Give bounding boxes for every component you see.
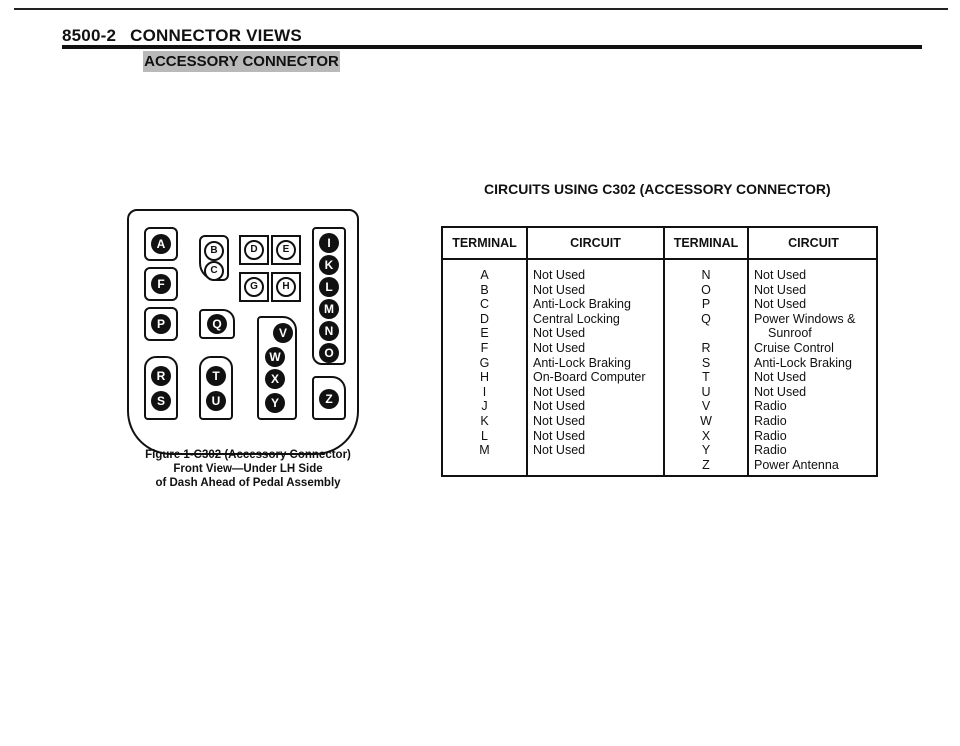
connector-outline <box>127 209 359 455</box>
pin-s: S <box>151 391 171 411</box>
pin-n: N <box>319 321 339 341</box>
pin-k: K <box>319 255 339 275</box>
page-title: CONNECTOR VIEWS <box>130 26 302 45</box>
col-divider-1 <box>526 228 528 475</box>
col-divider-3 <box>747 228 749 475</box>
table-title: CIRCUITS USING C302 (ACCESSORY CONNECTOR) <box>484 181 831 197</box>
pin-d: D <box>244 240 264 260</box>
right-terminals: N O P Q R S T U V W X Y Z <box>700 268 712 472</box>
pin-g: G <box>244 277 264 297</box>
figure-caption: Figure 1-C302 (Accessory Connector) Front View—Under LH Side of Dash Ahead of Pedal Assembly <box>145 449 351 489</box>
header-rule <box>62 45 922 49</box>
pin-c: C <box>204 261 224 281</box>
header-circuit-right: CIRCUIT <box>788 236 839 250</box>
header-circuit-left: CIRCUIT <box>570 236 621 250</box>
pin-f: F <box>151 274 171 294</box>
header-divider <box>443 258 876 260</box>
pin-p: P <box>151 314 171 334</box>
pin-o: O <box>319 343 339 363</box>
section-tab: ACCESSORY CONNECTOR <box>144 53 339 70</box>
pin-e: E <box>276 240 296 260</box>
pin-v: V <box>273 323 293 343</box>
pin-x: X <box>265 369 285 389</box>
pin-w: W <box>265 347 285 367</box>
right-circuits: Not Used Not Used Not Used Power Windows & Sunroof Cruise Control Anti-Lock Braking Not Used Not Used Radio Radio Radio Radio Power Antenna <box>754 268 856 472</box>
left-circuits: Not Used Not Used Anti-Lock Braking Central Locking Not Used Not Used Anti-Lock Braking On-Board Computer Not Used Not Used Not Used Not Used Not Used <box>533 268 646 458</box>
header-terminal-right: TERMINAL <box>673 236 739 250</box>
pin-u: U <box>206 391 226 411</box>
pin-m: M <box>319 299 339 319</box>
page-header <box>62 26 302 46</box>
pin-z: Z <box>319 389 339 409</box>
top-rule <box>14 8 948 10</box>
pin-a: A <box>151 234 171 254</box>
pin-b: B <box>204 241 224 261</box>
pin-q: Q <box>207 314 227 334</box>
pin-l: L <box>319 277 339 297</box>
pin-y: Y <box>265 393 285 413</box>
pin-i: I <box>319 233 339 253</box>
header-terminal-left: TERMINAL <box>452 236 517 250</box>
left-terminals: A B C D E F G H I J K L M <box>479 268 490 458</box>
section-number: 8500-2 <box>62 26 117 45</box>
pin-r: R <box>151 366 171 386</box>
pin-h: H <box>276 277 296 297</box>
circuit-table <box>441 226 878 477</box>
pin-t: T <box>206 366 226 386</box>
